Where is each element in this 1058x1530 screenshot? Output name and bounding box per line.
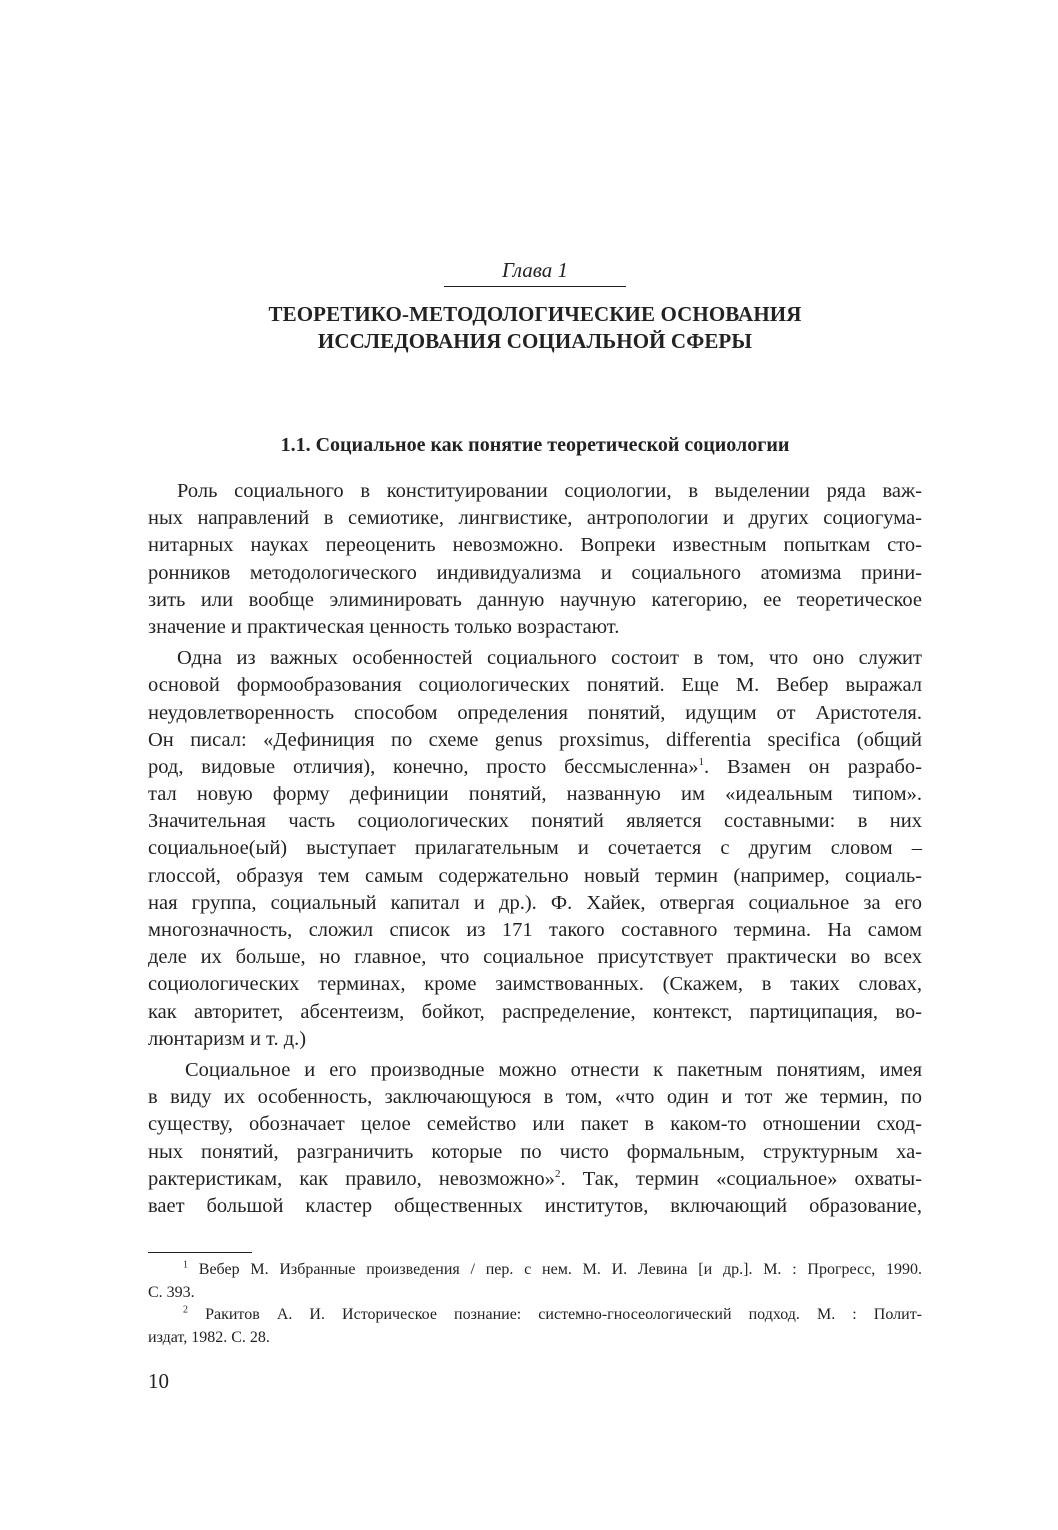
text-line: Одна из важных особенностей социального состоит в том, что оно служит	[177, 647, 922, 670]
chapter-title-line: ТЕОРЕТИКО-МЕТОДОЛОГИЧЕСКИЕ ОСНОВАНИЯ	[268, 302, 802, 326]
text-line-with-footnote-ref	[148, 754, 922, 781]
text-line: глоссой, образуя тем самым содержательно новый термин (например, социаль-	[148, 864, 922, 887]
text-line: социологических терминах, кроме заимствованных. (Скажем, в таких словах,	[148, 973, 922, 996]
text-line: существу, обозначает целое семейство или пакет в каком-то отношении сход-	[148, 1113, 922, 1136]
footnote-ref-2[interactable]: 2	[554, 1167, 561, 1180]
text-line: в виду их особенность, заключающуюся в том, «что один и тот же термин, по	[148, 1086, 922, 1109]
text-line-with-footnote-ref	[148, 1166, 922, 1193]
text-line: Значительная часть социологических понятий является составными: в них	[148, 810, 922, 833]
text-line: деле их больше, но главное, что социальное присутствует практически во всех	[148, 946, 922, 969]
text-line: социальное(ый) выступает прилагательным и сочетается с другим словом –	[148, 837, 922, 860]
chapter-title-line: ИССЛЕДОВАНИЯ СОЦИАЛЬНОЙ СФЕРЫ	[317, 329, 753, 353]
text-line: Социальное и его производные можно отнести к пакетным понятиям, имея	[185, 1058, 922, 1081]
text-line: основой формообразования социологических понятий. Еще М. Вебер выражал	[148, 674, 922, 697]
footnote-number: 2	[183, 1304, 188, 1316]
text-line: люнтаризм и т. д.)	[148, 1027, 307, 1050]
footnote-1	[148, 1259, 922, 1282]
text-line: тал новую форму дефиниции понятий, названную им «идеальным типом».	[148, 783, 922, 806]
text-line: ных направлений в семиотике, лингвистике, антропологии и других социогума-	[148, 507, 922, 530]
footnote-separator	[148, 1252, 252, 1253]
text-line: ных понятий, разграничить которые по чисто формальным, структурным ха-	[148, 1140, 922, 1163]
text-line: многозначность, сложил список из 171 такого составного термина. На самом	[148, 919, 922, 941]
text-line: Роль социального в конституировании социологии, в выделении ряда важ-	[177, 480, 922, 502]
text-fragment: . Так, термин «социальное» охваты-	[560, 1167, 922, 1190]
footnote-text: Вебер М. Избранные произведения / пер. с нем. М. И. Левина [и др.]. М. : Прогресс, 1990.	[198, 1261, 923, 1278]
footnote-ref-1[interactable]: 1	[698, 756, 705, 769]
text-line: значение и практическая ценность только возрастают.	[148, 615, 620, 638]
text-fragment: рактеристикам, как правило, невозможно»	[148, 1167, 555, 1190]
text-line: нитарных науках переоценить невозможно. Вопреки известным попыткам сто-	[148, 534, 922, 557]
text-line: неудовлетворенность способом определения понятий, идущим от Аристотеля.	[148, 701, 922, 724]
footnote-number: 1	[183, 1259, 188, 1271]
text-line: ронников методологического индивидуализма и социального атомизма прини-	[148, 561, 922, 584]
footnote-2-continuation: издат, 1982. С. 28.	[148, 1328, 270, 1346]
chapter-title	[148, 301, 922, 355]
footnote-text: Ракитов А. И. Историческое познание: системно-гносеологический подход. М. : Полит-	[205, 1306, 923, 1323]
chapter-label: Глава 1	[444, 256, 626, 287]
body-text	[148, 478, 922, 1220]
footnote-2	[148, 1304, 922, 1327]
text-fragment: . Взамен он разрабо-	[704, 755, 922, 778]
section-title: 1.1. Социальное как понятие теоретической социологии	[280, 434, 790, 456]
text-fragment: род, видовые отличия), конечно, просто бессмысленна»	[148, 755, 699, 778]
page-number: 10	[148, 1369, 169, 1393]
text-line: как авторитет, абсентеизм, бойкот, распределение, контекст, партиципация, во-	[148, 1000, 922, 1023]
text-line: вает большой кластер общественных институтов, включающий образование,	[148, 1194, 922, 1217]
text-line: Он писал: «Дефиниция по схеме genus proxsimus, differentia specifica (общий	[148, 728, 922, 751]
footnotes	[148, 1259, 922, 1349]
text-line: зить или вообще элиминировать данную научную категорию, ее теоретическое	[148, 588, 922, 611]
text-line: ная группа, социальный капитал и др.). Ф. Хайек, отвергая социальное за его	[148, 891, 922, 914]
footnote-1-continuation: С. 393.	[148, 1283, 195, 1301]
